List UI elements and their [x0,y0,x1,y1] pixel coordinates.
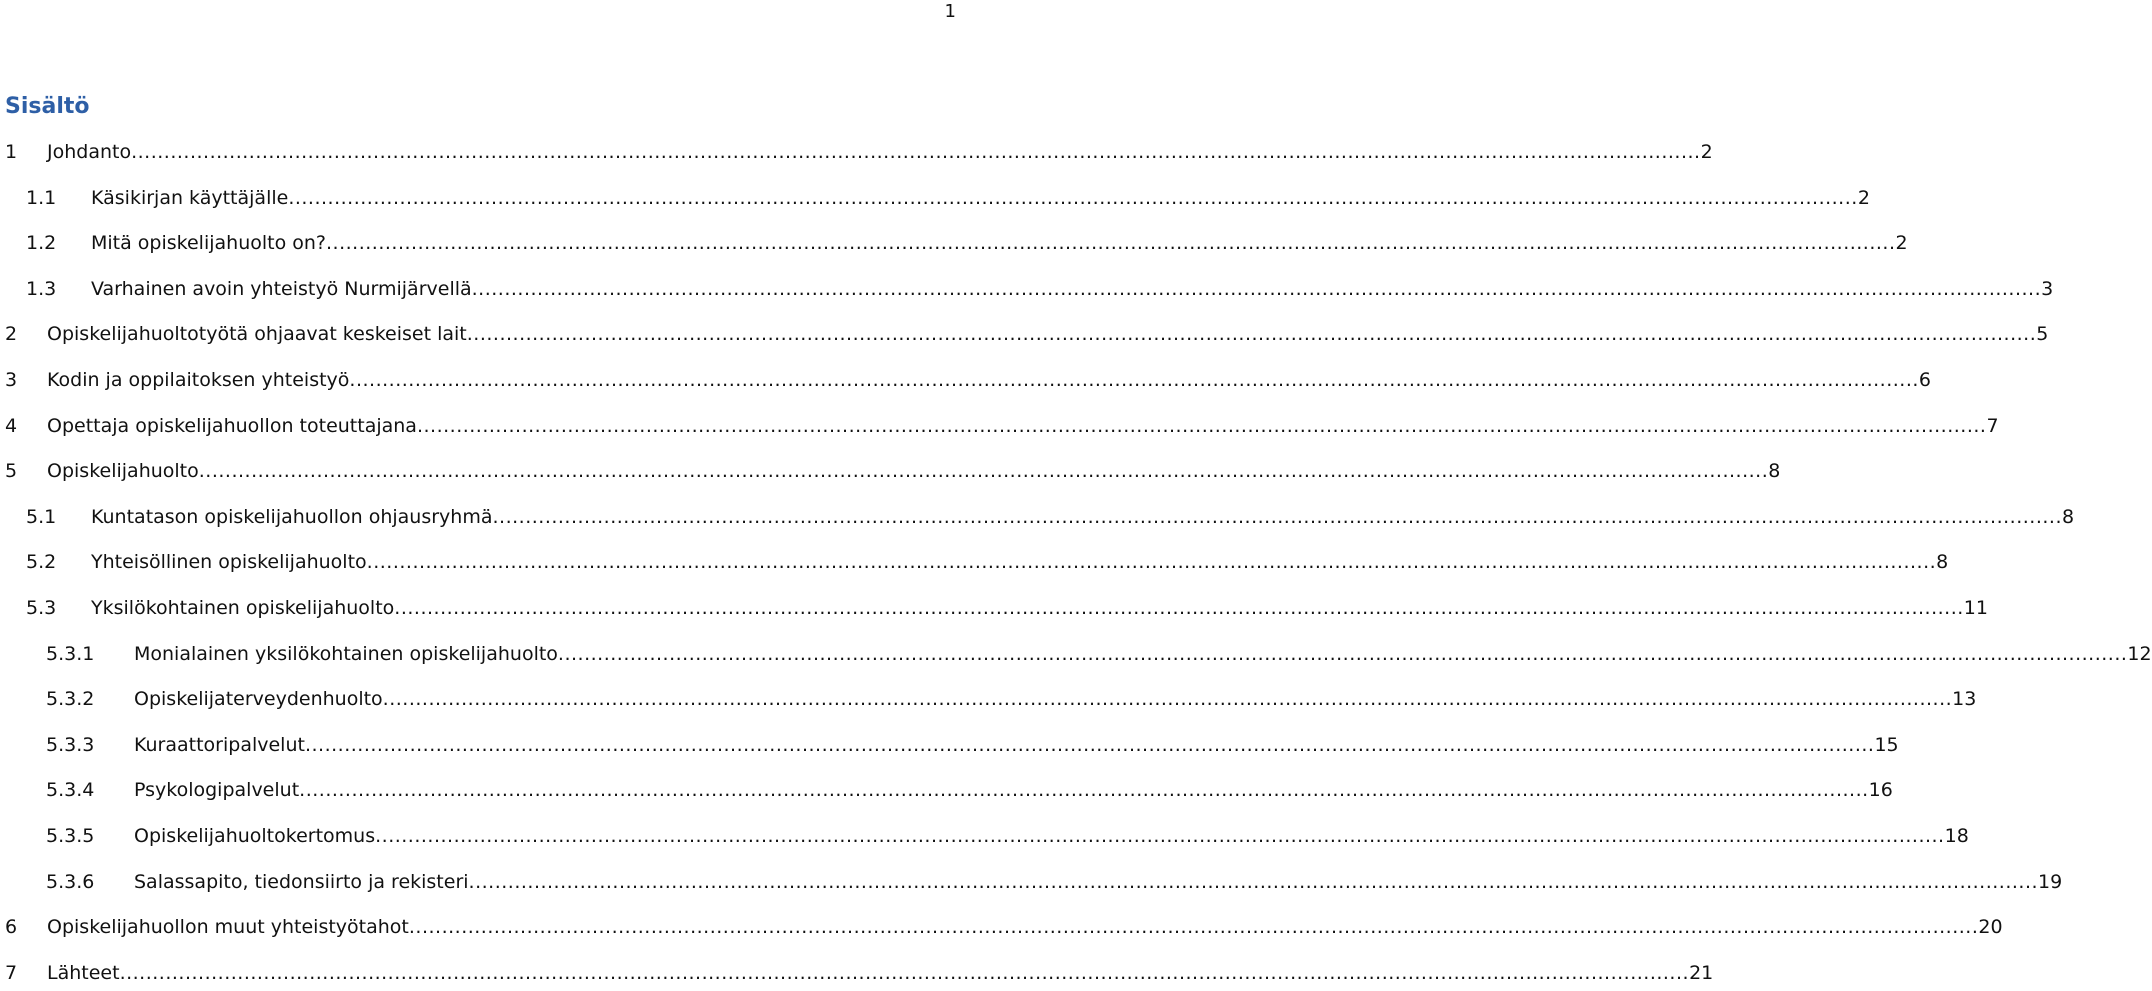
toc-entry-title: Kodin ja oppilaitoksen yhteistyö [47,369,350,391]
toc-entry-number: 5.3.5 [46,825,95,847]
toc-entry-title: Lähteet [47,962,120,984]
toc-entry-title: Opiskelijahuoltotyötä ohjaavat keskeiset lait [47,323,467,345]
toc-entry-page: 16 [1868,779,1893,801]
toc-entry[interactable] [0,773,1893,807]
toc-dot-leader [326,226,1896,260]
toc-entry-number: 4 [5,415,18,437]
toc-entry[interactable] [0,409,1999,443]
toc-entry-title: Johdanto [47,141,132,163]
toc-entry[interactable] [0,865,2063,899]
toc-entry[interactable] [0,272,2054,306]
toc-dot-leader [349,363,1919,397]
toc-entry-title: Salassapito, tiedonsiirto ja rekisteri [134,871,469,893]
toc-entry-page: 3 [2041,278,2054,300]
page-number: 1 [944,1,956,22]
toc-entry-page: 8 [2062,506,2075,528]
toc-entry-page: 13 [1952,688,1977,710]
toc-dot-leader [305,728,1875,762]
toc-entry-page: 8 [1936,551,1949,573]
toc-dot-leader [375,819,1945,853]
toc-dot-leader [394,591,1964,625]
toc-entry[interactable] [0,545,1949,579]
toc-entry-number: 1.1 [26,187,57,209]
toc-entry-page: 19 [2038,871,2063,893]
toc-dot-leader [558,637,2128,671]
toc-entry-page: 2 [1700,141,1713,163]
toc-entry-number: 6 [5,916,18,938]
toc-entry-number: 5.2 [26,551,57,573]
toc-entry-page: 12 [2127,643,2152,665]
toc-entry[interactable] [0,500,2075,534]
toc-entry-page: 21 [1689,962,1714,984]
toc-dot-leader [383,682,1953,716]
toc-entry-title: Opiskelijahuollon muut yhteistyötahot [47,916,409,938]
toc-entry[interactable] [0,956,1714,990]
toc-entry-page: 5 [2036,323,2049,345]
toc-dot-leader [417,409,1987,443]
toc-entry[interactable] [0,819,1969,853]
toc-entry-title: Mitä opiskelijahuolto on? [91,232,327,254]
toc-entry-page: 6 [1918,369,1932,391]
toc-entry-page: 20 [1978,916,2003,938]
toc-entry-page: 11 [1963,597,1988,619]
toc-entry-number: 5.1 [26,506,57,528]
toc-dot-leader [367,545,1937,579]
toc-entry-number: 5 [5,460,18,482]
toc-entry-number: 1.3 [26,278,57,300]
toc-entry[interactable] [0,454,1781,488]
toc-entry[interactable] [0,226,1908,260]
toc-entry-number: 5.3.4 [46,779,95,801]
toc-entry[interactable] [0,682,1977,716]
toc-entry-title: Monialainen yksilökohtainen opiskelijahuolto [134,643,558,665]
toc-entry-page: 7 [1986,415,1999,437]
toc-entry-page: 8 [1768,460,1781,482]
toc-entry-number: 7 [5,962,18,984]
toc-entry-title: Opiskelijahuolto [47,460,199,482]
toc-entry[interactable] [0,591,1988,625]
toc-entry-number: 1.2 [26,232,57,254]
toc-entry-title: Opettaja opiskelijahuollon toteuttajana [47,415,417,437]
toc-dot-leader [288,181,1858,215]
toc-entry[interactable] [0,135,1713,169]
toc-entry-title: Yhteisöllinen opiskelijahuolto [91,551,367,573]
toc-entry-page: 18 [1944,825,1969,847]
toc-entry-title: Varhainen avoin yhteistyö Nurmijärvellä [91,278,472,300]
toc-entry-number: 1 [5,141,18,163]
toc-entry[interactable] [0,181,1870,215]
toc-entry-title: Kuraattoripalvelut [134,734,305,756]
toc-dot-leader [409,910,1979,944]
toc-entry-title: Opiskelijahuoltokertomus [134,825,376,847]
toc-entry-number: 5.3.2 [46,688,95,710]
toc-dot-leader [469,865,2039,899]
toc-dot-leader [472,272,2042,306]
toc-dot-leader [120,956,1690,990]
toc-entry-title: Yksilökohtainen opiskelijahuolto [91,597,395,619]
toc-entry-number: 5.3 [26,597,57,619]
toc-entry-number: 5.3.1 [46,643,95,665]
toc-dot-leader [493,500,2063,534]
toc-entry-page: 15 [1874,734,1899,756]
toc-dot-leader [199,454,1769,488]
toc-entry-number: 5.3.6 [46,871,95,893]
toc-dot-leader [467,317,2037,351]
toc-entry-number: 2 [5,323,18,345]
toc-entry[interactable] [0,637,2152,671]
toc-entry-title: Opiskelijaterveydenhuolto [134,688,383,710]
toc-entry-number: 5.3.3 [46,734,95,756]
toc-title: Sisältö [5,94,90,119]
toc-entry-title: Kuntatason opiskelijahuollon ohjausryhmä [91,506,493,528]
toc-entry-title: Käsikirjan käyttäjälle [91,187,289,209]
toc-entry-title: Psykologipalvelut [134,779,300,801]
toc-entry-page: 2 [1857,187,1870,209]
toc-entry-number: 3 [5,369,18,391]
toc-entry[interactable] [0,910,2003,944]
toc-dot-leader [131,135,1701,169]
toc-entry[interactable] [0,728,1899,762]
toc-entry[interactable] [0,317,2049,351]
toc-entry-page: 2 [1895,232,1908,254]
toc-entry[interactable] [0,363,1932,397]
toc-dot-leader [299,773,1869,807]
